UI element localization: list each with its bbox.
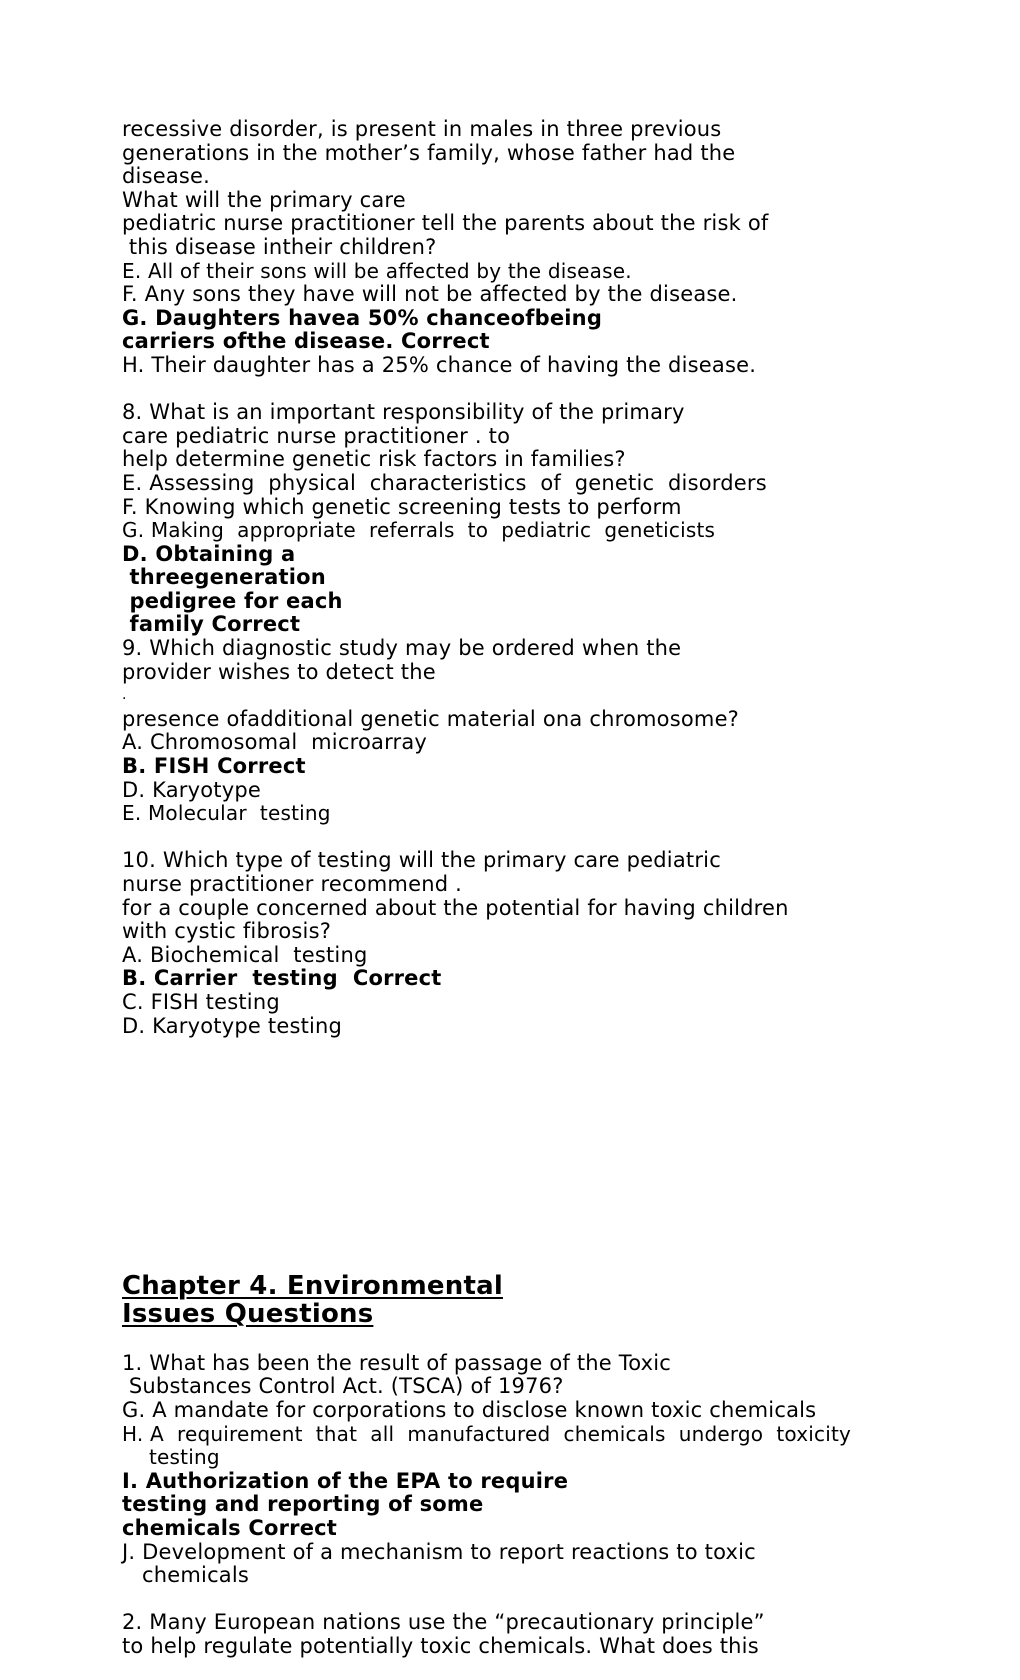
q7-stem-line: disease. <box>122 164 211 189</box>
c4q1-option-g: G. A mandate for corporations to disclose known toxic chemicals <box>122 1397 817 1422</box>
c4q1-option-j: J. Development of a mechanism to report reactions to toxic <box>122 1539 756 1564</box>
q8-stem-line: care pediatric nurse practitioner . to <box>122 423 511 448</box>
q9-option-b-correct: B. FISH Correct <box>122 754 306 779</box>
q7-option-g-correct: G. Daughters havea 50% chanceofbeing <box>122 305 603 330</box>
q9-option-a: A. Chromosomal microarray <box>122 730 428 755</box>
spacer <box>122 1038 942 1272</box>
q8-option-f: F. Knowing which genetic screening tests to perform <box>122 494 682 519</box>
c4q1-option-i-correct: testing and reporting of some <box>122 1492 484 1517</box>
q9-stem-line: . <box>122 687 127 704</box>
q10-option-c: C. FISH testing <box>122 989 280 1014</box>
q9-stem-line: provider wishes to detect the <box>122 659 436 684</box>
q8-option-d-correct: threegeneration <box>122 565 326 590</box>
q10-option-b-correct: B. Carrier testing Correct <box>122 966 442 991</box>
c4q1-option-i-correct: I. Authorization of the EPA to require <box>122 1468 569 1493</box>
q7-option-f: F. Any sons they have will not be affected by the disease. <box>122 282 738 307</box>
q7-stem-line: What will the primary care <box>122 187 406 212</box>
q9-option-e: E. Molecular testing <box>122 801 331 826</box>
chapter-title-line: Chapter 4. Environmental <box>122 1271 503 1302</box>
spacer <box>122 1328 942 1352</box>
q7-stem-line: recessive disorder, is present in males in three previous <box>122 117 722 141</box>
q10-stem-line: for a couple concerned about the potential for having children <box>122 895 789 920</box>
q8-stem-line: 8. What is an important responsibility of the primary <box>122 400 685 425</box>
question-7-block <box>122 118 942 378</box>
document-body <box>122 118 942 1658</box>
question-9-block <box>122 637 942 826</box>
chapter-4-question-2-block <box>122 1611 942 1658</box>
q7-stem-line: generations in the mother’s family, whose father had the <box>122 140 736 165</box>
q8-stem-line: help determine genetic risk factors in families? <box>122 447 626 472</box>
c4q1-option-j-continued: chemicals <box>142 1563 250 1588</box>
q10-stem-line: with cystic fibrosis? <box>122 919 332 944</box>
c4q2-stem-line: 2. Many European nations use the “precautionary principle” <box>122 1610 765 1635</box>
question-10-block <box>122 849 942 1038</box>
q9-stem-line: 9. Which diagnostic study may be ordered when the <box>122 636 682 661</box>
q8-option-d-correct: D. Obtaining a <box>122 541 296 566</box>
q8-option-e: E. Assessing physical characteristics of genetic disorders <box>122 470 767 495</box>
q10-option-a: A. Biochemical testing <box>122 942 368 967</box>
chapter-4-heading <box>122 1272 942 1328</box>
spacer <box>122 826 942 850</box>
chapter-4-question-1-block <box>122 1352 942 1588</box>
q8-option-d-correct: pedigree for each <box>122 588 343 613</box>
c4q1-option-i-correct: chemicals Correct <box>122 1515 338 1540</box>
spacer <box>122 1588 942 1612</box>
q7-option-e: E. All of their sons will be affected by the disease. <box>122 258 632 283</box>
q10-option-d: D. Karyotype testing <box>122 1013 343 1038</box>
question-8-block <box>122 401 942 637</box>
q7-option-h: H. Their daughter has a 25% chance of having the disease. <box>122 352 757 377</box>
spacer <box>122 378 942 402</box>
chapter-title-line: Issues Questions <box>122 1299 374 1330</box>
c4q1-stem-line: 1. What has been the result of passage of the Toxic <box>122 1350 672 1375</box>
q8-option-g: G. Making appropriate referrals to pediatric geneticists <box>122 518 716 543</box>
q8-option-d-correct: family Correct <box>122 612 301 637</box>
q9-option-d: D. Karyotype <box>122 777 262 802</box>
q7-stem-line: this disease intheir children? <box>122 234 437 259</box>
q10-stem-line: nurse practitioner recommend . <box>122 872 463 896</box>
c4q1-stem-line: Substances Control Act. (TSCA) of 1976? <box>122 1374 564 1399</box>
c4q1-option-h: H. A requirement that all manufactured chemicals undergo toxicity <box>122 1421 852 1446</box>
q7-stem-line: pediatric nurse practitioner tell the parents about the risk of <box>122 211 769 236</box>
q10-stem-line: 10. Which type of testing will the primary care pediatric <box>122 848 721 873</box>
c4q1-option-h-continued: testing <box>149 1445 220 1470</box>
c4q2-stem-line: to help regulate potentially toxic chemicals. What does this <box>122 1633 759 1658</box>
q7-option-g-correct: carriers ofthe disease. Correct <box>122 329 490 354</box>
q9-stem-line: presence ofadditional genetic material ona chromosome? <box>122 706 740 731</box>
